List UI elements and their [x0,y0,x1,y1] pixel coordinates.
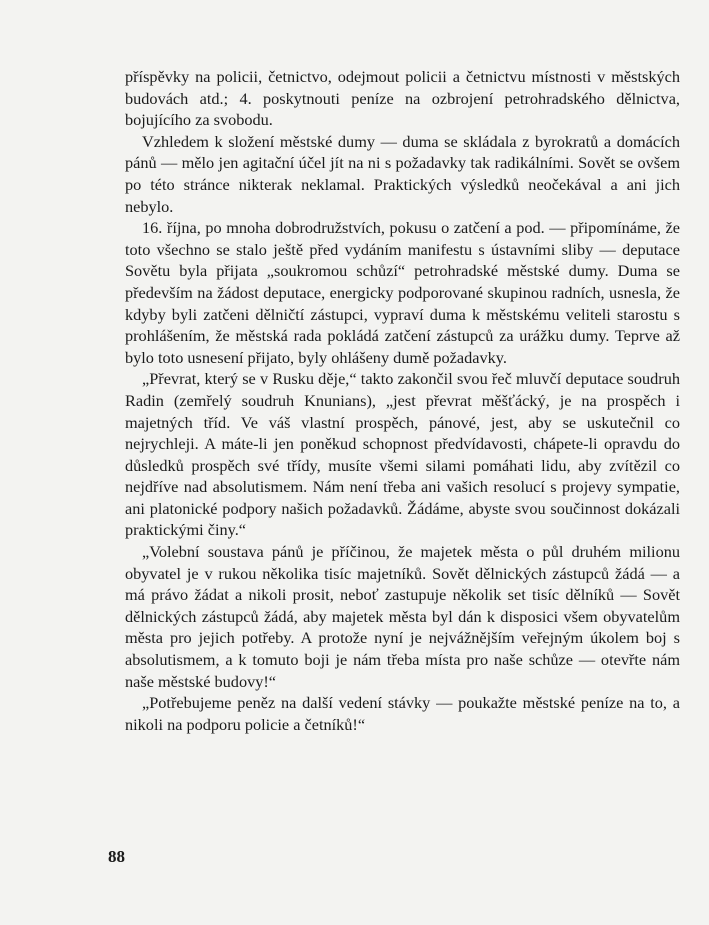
paragraph-1: příspěvky na policii, četnictvo, odejmout policii a četnictvu místnosti v městských budovách atd.; 4. poskytnouti peníze na ozbrojení petrohradského dělnictva, bojujícího za svobodu. [125,67,680,130]
paragraph-6: „Potřebujeme peněz na další vedení stávky — poukažte městské peníze na to, a nikoli na podporu policie a četníků!“ [125,693,680,734]
paragraph-2: Vzhledem k složení městské dumy — duma se skládala z byrokratů a domácích pánů — mělo jen agitační účel jít na ni s požadavky tak radikálními. Sovět se ovšem po této stránce nikterak neklamal. Praktických výsledků neočekával a ani jich nebylo. [125,131,680,216]
paragraph-3: 16. října, po mnoha dobrodružstvích, pokusu o zatčení a pod. — připomínáme, že toto všechno se stalo ještě před vydáním manifestu s ústavními sliby — deputace Sovětu byla přijata „soukromou schůzí“ petrohradské městské dumy. Duma se především na žádost deputace, energicky podporované skupinou radních, usnesla, že kdyby byli zatčeni dělničtí zástupci, vypraví duma k městskému veliteli starostu s prohlášením, že městská rada pokládá zatčení zástupců za urážku dumy. Teprve až bylo toto usnesení přijato, byly ohlášeny dumě požadavky. [125,218,680,367]
page-number: 88 [108,847,125,866]
paragraph-4: „Převrat, který se v Rusku děje,“ takto zakončil svou řeč mluvčí deputace soudruh Radin (zemřelý soudruh Knunians), „jest převrat měšťácký, je na prospěch i majetných tříd. Ve váš vlastní prospěch, pánové, jest, aby se uskutečnil co nejrychleji. A máte-li jen poněkud schopnost předvídavosti, chápete-li opravdu do důsledků prospěch své třídy, musíte všemi silami pomáhati lidu, aby zvítězil co nejdříve nad absolutismem. Nám není třeba ani vašich resolucí s projevy sympatie, ani platonické podpory našich požadavků. Žádáme, abyste svou součinnost dokázali praktickými činy.“ [125,369,680,540]
body-text [125,66,680,735]
paragraph-5: „Volební soustava pánů je příčinou, že majetek města o půl druhém milionu obyvatel je v rukou několika tisíc majetníků. Sovět dělnických zástupců žádá — a má právo žádat a nikoli prosit, neboť zastupuje několik set tisíc dělníků — Sovět dělnických zástupců žádá, aby majetek města byl dán k disposici všem obyvatelům města pro jejich potřeby. A protože nyní je nejvážnějším veřejným úkolem boj s absolutismem, a k tomuto boji je nám třeba místa pro naše schůze — otevřte nám naše městské budovy!“ [125,542,680,691]
